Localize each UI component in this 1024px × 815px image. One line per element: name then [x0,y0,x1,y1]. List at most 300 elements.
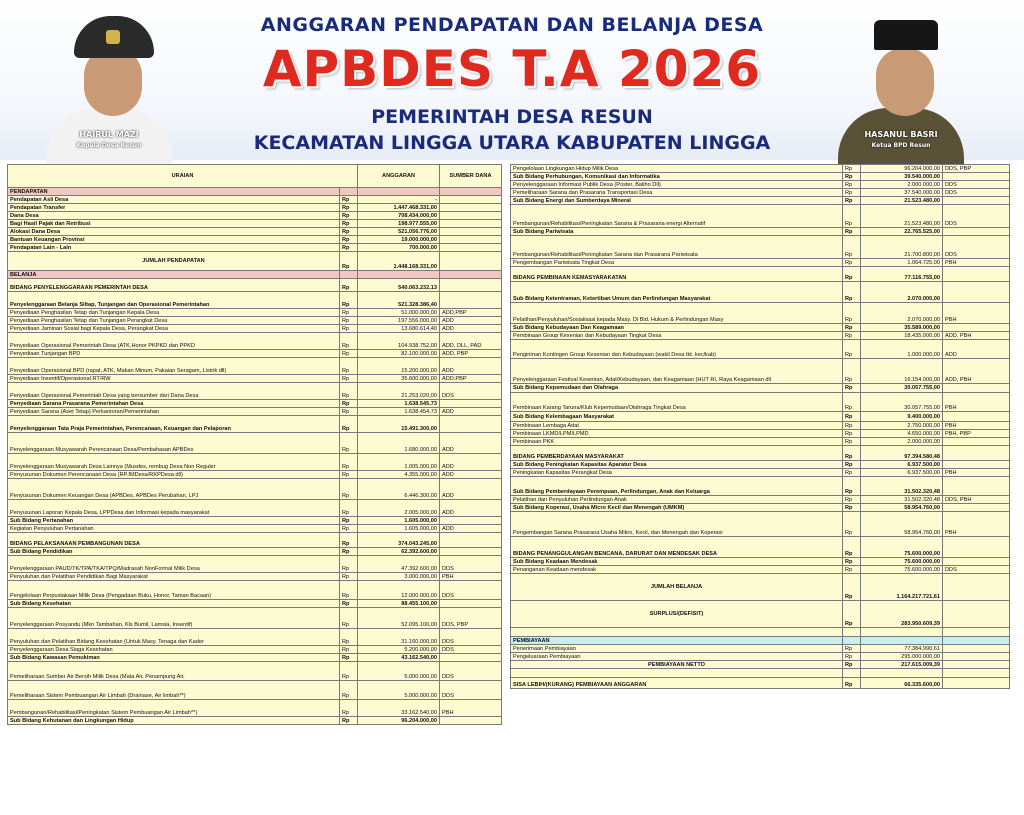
row-currency [340,188,358,196]
row-description: Sub Bidang Kelembagaan Masyarakat [511,412,843,422]
row-currency: Rp [843,678,861,689]
row-currency: Rp [843,438,861,446]
row-description: Pendapatan Lain - Lain [8,244,340,252]
row-amount: 6.937.500,00 [861,469,943,477]
row-currency: Rp [340,325,358,333]
row-amount: 5.200.000,00 [358,646,440,654]
row-description: Pemeliharaan Sistem Pembuangan Air Limbah (Drainase, Air limbah**) [8,681,340,700]
row-currency: Rp [843,359,861,384]
row-description: Penyelenggaraan Musyawarah Desa Lainnya (Musdes, rembug Desa Non Reguler [8,454,340,471]
row-fund-source [440,271,502,279]
row-currency: Rp [340,408,358,416]
row-description: Pengembangan Pariwisata Tingkat Desa [511,259,843,267]
table-row [8,517,502,525]
row-amount: - [358,196,440,204]
row-currency: Rp [340,416,358,433]
row-fund-source: ADD, PBH [943,359,1010,384]
row-amount: 22.765.525,00 [861,228,943,236]
row-amount: 77.384.990,61 [861,645,943,653]
row-fund-source [943,661,1010,669]
row-fund-source: ADD [440,500,502,517]
row-fund-source [440,292,502,309]
row-description: Penyuluhan dan Pelatihan Pendidikan Bagi Masyarakat [8,573,340,581]
row-description: Pengelolaan Perpustakaan Milik Desa (Pengadaan Buku, Honor, Taman Bacaan) [8,581,340,600]
row-currency: Rp [340,600,358,608]
row-description: Penyusunan Dokumen Keuangan Desa (APBDes, APBDes Perubahan, LPJ [8,479,340,500]
row-description: Pendapatan Transfer [8,204,340,212]
table-row [8,220,502,228]
row-fund-source [440,416,502,433]
row-currency: Rp [340,400,358,408]
row-amount: 33.162.540,00 [358,700,440,717]
row-fund-source [440,279,502,292]
table-row [511,259,1010,267]
table-row [8,350,502,358]
table-row [8,581,502,600]
table-row [511,412,1010,422]
row-description: Dana Desa [8,212,340,220]
row-currency: Rp [843,282,861,303]
row-fund-source: DDS, PBH [943,496,1010,504]
table-row [511,446,1010,461]
row-amount: 1.064.725,00 [861,259,943,267]
row-amount: 37.540.000,00 [861,189,943,197]
table-row [8,471,502,479]
budget-table-left [7,164,502,725]
row-amount: 97.394.580,48 [861,446,943,461]
row-fund-source: PBH [440,700,502,717]
row-currency: Rp [843,189,861,197]
row-currency: Rp [340,646,358,654]
row-amount: 3.000.000,00 [358,573,440,581]
row-description: BIDANG PELAKSANAAN PEMBANGUNAN DESA [8,533,340,548]
table-row [8,271,502,279]
table-row [8,236,502,244]
table-row [8,383,502,400]
row-currency: Rp [340,292,358,309]
row-fund-source: DDS [943,236,1010,259]
row-amount: 47.392.600,00 [358,556,440,573]
row-description: Sub Bidang Kawasan Pemukiman [8,654,340,662]
row-fund-source [943,324,1010,332]
row-amount: 198.977.555,00 [358,220,440,228]
table-row [511,537,1010,558]
row-currency: Rp [843,228,861,236]
row-fund-source: ADD [440,454,502,471]
table-row [8,212,502,220]
table-row [8,400,502,408]
face-shape [876,48,934,116]
table-row [8,500,502,517]
row-currency: Rp [843,512,861,537]
row-description: Penyelenggaraan Desa Siaga Kesehatan [8,646,340,654]
row-currency: Rp [843,236,861,259]
row-description: JUMLAH PENDAPATAN [8,252,340,271]
row-amount: 21.700.800,00 [861,236,943,259]
row-currency: Rp [340,252,358,271]
header-uraian: URAIAN [8,165,358,188]
row-amount: 58.954.760,00 [861,512,943,537]
row-fund-source: DDS [440,662,502,681]
row-amount: 35.589.000,00 [861,324,943,332]
row-description: Penyelenggaraan Festival Kesenian, Adat/Kebudayaan, dan Keagamaan (HUT RI, Raya Keagamaan dll [511,359,843,384]
row-fund-source: PBH [943,422,1010,430]
table-row [511,228,1010,236]
row-description: PEMBIAYAAN [511,637,843,645]
row-currency: Rp [340,309,358,317]
row-amount: 18.435.000,00 [861,332,943,340]
row-description: Penyediaan Penghasilan Tetap dan Tunjangan Perangkat Desa [8,317,340,325]
row-fund-source [440,228,502,236]
row-fund-source [943,282,1010,303]
row-currency: Rp [340,517,358,525]
row-amount: 1.164.217.721,61 [861,574,943,601]
header-anggaran: ANGGARAN [358,165,440,188]
row-description: Pembangunan/Rehabilitasi/Peningkatan Sarana dan Prasarana Pariwisata [511,236,843,259]
table-row [8,654,502,662]
row-fund-source [943,384,1010,393]
row-description: JUMLAH BELANJA [511,574,843,601]
row-fund-source: PBH [440,573,502,581]
row-currency: Rp [340,350,358,358]
row-currency: Rp [843,574,861,601]
peci-cap-icon [874,20,938,50]
row-currency: Rp [843,446,861,461]
row-currency: Rp [340,375,358,383]
row-description: BIDANG PENANGGULANGAN BENCANA, DARURAT DAN MENDESAK DESA [511,537,843,558]
table-row [511,438,1010,446]
row-fund-source [943,446,1010,461]
row-amount: 75.600.000,00 [861,566,943,574]
face-shape [84,48,142,116]
row-fund-source [440,244,502,252]
row-description: BIDANG PEMBINAAN KEMASYARAKATAN [511,267,843,282]
row-fund-source: DDS [943,205,1010,228]
row-description: Pembinaan Group Kesenian dan Kebudayaan Tingkat Desa [511,332,843,340]
table-row [511,512,1010,537]
row-amount: 1.448.168.331,00 [358,252,440,271]
row-currency: Rp [843,601,861,628]
row-description: Pemeliharaan Sarana dan Prasarana Transportasi Desa [511,189,843,197]
row-fund-source: PBH, PBP [943,430,1010,438]
row-currency: Rp [843,645,861,653]
row-fund-source [943,637,1010,645]
budget-table-right [510,164,1010,689]
row-amount: 1.000.000,00 [861,340,943,359]
row-description: Penyelenggaraan Musyawarah Perencanaan Desa/Pembahasan APBDes [8,433,340,454]
table-row [8,548,502,556]
row-fund-source [943,267,1010,282]
table-row [511,477,1010,496]
table-row [8,309,502,317]
table-header-row [8,165,502,188]
row-amount: 5.000.000,00 [358,681,440,700]
row-amount: 96.204.000,00 [861,165,943,173]
row-description: Penyelenggaraan Belanja Siltap, Tunjangan dan Operasional Pemerintahan [8,292,340,309]
row-currency: Rp [340,500,358,517]
row-description: Bagi Hasil Pajak dan Retribusi [8,220,340,228]
row-fund-source: DDS, PBP [943,165,1010,173]
row-fund-source [943,504,1010,512]
row-amount: 1.005.000,00 [358,454,440,471]
table-row [511,165,1010,173]
table-row [511,282,1010,303]
table-row [8,556,502,573]
portrait-name-left: HAIRUL MAZI [79,130,139,139]
table-row [8,717,502,725]
row-description: Penanganan Keadaan mendesak [511,566,843,574]
table-row [511,340,1010,359]
row-amount: 62.392.600,00 [358,548,440,556]
row-currency: Rp [843,469,861,477]
table-row [8,358,502,375]
row-description: Sub Bidang Kepemudaan dan Olahraga [511,384,843,393]
row-description: Penyusunan Laporan Kepala Desa, LPPDesa dan Informasi kepada masyarakat [8,500,340,517]
row-description: Penyediaan Sarana (Aset Tetap) Perkantoran/Pemerintahan [8,408,340,416]
table-row [8,681,502,700]
row-amount: 13.680.614,40 [358,325,440,333]
row-fund-source: ADD, PBP [440,350,502,358]
row-amount [358,188,440,196]
row-description: Penyediaan Insentif/Operasional RT/RW [8,375,340,383]
row-description: Sub Bidang Pemberdayaan Perempuan, Perlindungan, Anak dan Keluarga [511,477,843,496]
row-currency [843,669,861,678]
row-description: Penyuluhan dan Pelatihan Bidang Kesehatan (Untuk Masy, Tenaga dan Kader [8,629,340,646]
row-currency [340,271,358,279]
row-amount: 1.605.000,00 [358,517,440,525]
table-row [8,479,502,500]
row-fund-source [440,517,502,525]
row-description: Penyediaan Jaminan Sosial bagi Kepala Desa, Perangkat Desa [8,325,340,333]
row-description: Sub Bidang Perhubungan, Komunikasi dan Informatika [511,173,843,181]
row-description: Pengeluaraan Pembiayaan [511,653,843,661]
table-row [8,408,502,416]
header-subtitle-village: PEMERINTAH DESA RESUN [371,106,653,128]
row-amount: 31.160.000,00 [358,629,440,646]
row-currency: Rp [340,358,358,375]
row-amount: 1.605.000,00 [358,525,440,533]
row-amount: 35.600.000,00 [358,375,440,383]
row-currency: Rp [340,220,358,228]
row-currency: Rp [843,477,861,496]
table-row [511,173,1010,181]
row-description: Pembinaan Karang Taruna/Klub Kepemudaan/Olahraga Tingkat Desa [511,393,843,412]
row-fund-source [943,461,1010,469]
row-description: Pengelolaan Lingkungan Hidup Milik Desa [511,165,843,173]
row-fund-source: ADD,PBP [440,375,502,383]
row-currency: Rp [843,267,861,282]
table-row [511,393,1010,412]
row-description: Penyelenggaraan Posyandu (Mkn Tambahan, Kls Bumil, Lamsia, Insentif) [8,608,340,629]
row-description [511,628,843,637]
row-description: Alokasi Dana Desa [8,228,340,236]
row-description: Sub Bidang Kesehatan [8,600,340,608]
row-fund-source: ADD, PBH [943,332,1010,340]
row-amount: 295.000.000,00 [861,653,943,661]
row-amount: 104.938.752,00 [358,333,440,350]
row-fund-source: DDS [440,646,502,654]
row-amount: 30.057.755,00 [861,384,943,393]
row-amount: 700.000,00 [358,244,440,252]
row-description: PEMBIAYAAN NETTO [511,661,843,669]
row-currency: Rp [340,662,358,681]
row-currency: Rp [843,558,861,566]
row-fund-source [440,548,502,556]
row-description: Pendapatan Asli Desa [8,196,340,204]
table-row [511,384,1010,393]
row-amount [358,271,440,279]
row-currency: Rp [843,259,861,267]
row-fund-source: DDS [440,383,502,400]
row-fund-source: PBH [943,512,1010,537]
row-fund-source: PBH [943,259,1010,267]
row-amount: 51.000.000,00 [358,309,440,317]
row-description: Pengembangan Sarana Prasarana Usaha Mikro, Kecil, dan Menengah dan Koperasi [511,512,843,537]
row-fund-source: ADD [440,317,502,325]
table-row [511,189,1010,197]
row-currency: Rp [843,537,861,558]
row-fund-source: DDS [440,556,502,573]
row-description: Sub Bidang Pendidikan [8,548,340,556]
table-row [8,188,502,196]
row-currency: Rp [340,279,358,292]
row-fund-source [943,438,1010,446]
row-amount: 4.355.000,00 [358,471,440,479]
row-currency: Rp [843,566,861,574]
row-currency: Rp [843,393,861,412]
row-fund-source: DDS [943,189,1010,197]
table-row [8,600,502,608]
table-row [511,469,1010,477]
row-description: Pelatihan/Penyuluhan/Sosialisasi kepada Masy. Di Bid. Hukum & Perlindungan Masy [511,303,843,324]
row-fund-source: ADD [440,479,502,500]
row-fund-source: DDS [943,181,1010,189]
row-description: PENDAPATAN [8,188,340,196]
row-description: Pengiriman Kontingen Group Kesenian dan Kebudayaan (wakil Desa tkt. kec/kab) [511,340,843,359]
row-fund-source [440,252,502,271]
table-row [8,573,502,581]
row-description: Pembinaan Lembaga Adat [511,422,843,430]
row-currency: Rp [340,573,358,581]
row-fund-source [440,188,502,196]
row-currency: Rp [843,303,861,324]
portrait-title-right: Ketua BPD Resun [871,142,931,149]
row-currency: Rp [843,165,861,173]
cap-badge-icon [106,30,120,44]
row-currency: Rp [843,197,861,205]
row-description: Penyediaan Penghasilan Tetap dan Tunjangan Kepala Desa [8,309,340,317]
row-currency: Rp [843,181,861,189]
row-amount: 39.540.000,00 [861,173,943,181]
row-fund-source: ADD [440,471,502,479]
row-fund-source [440,533,502,548]
row-description: Sub Bidang Ketentraman, Ketertiban Umum dan Perlindungan Masyarakat [511,282,843,303]
row-amount: 2.750.000,00 [861,422,943,430]
row-description: Pembangunan/Rehabilitasi/Peningkatan Sistem Pembuangan Air Limbah**) [8,700,340,717]
row-currency: Rp [843,384,861,393]
row-fund-source: DDS [943,566,1010,574]
table-row [8,279,502,292]
table-row [8,196,502,204]
row-fund-source [440,717,502,725]
row-amount: 6.937.500,00 [861,461,943,469]
portrait-title-left: Kepala Desa Resun [76,142,142,149]
row-fund-source [440,236,502,244]
row-description: Sub Bidang Kehutanan dan Lingkungan Hidup [8,717,340,725]
row-description: Pembinaan LKMD/LPM/LPMD [511,430,843,438]
row-currency: Rp [340,717,358,725]
row-currency: Rp [843,422,861,430]
table-row [511,637,1010,645]
row-amount: 31.502.320,48 [861,477,943,496]
row-fund-source [440,654,502,662]
row-currency: Rp [340,533,358,548]
row-fund-source [943,574,1010,601]
row-fund-source: ADD [440,358,502,375]
row-currency: Rp [843,461,861,469]
row-fund-source [943,628,1010,637]
row-currency: Rp [340,681,358,700]
row-fund-source [943,669,1010,678]
row-amount: 521.328.386,40 [358,292,440,309]
row-amount: 31.502.320,48 [861,496,943,504]
row-amount: 2.070.000,00 [861,282,943,303]
table-row [8,325,502,333]
table-row [8,416,502,433]
row-amount: 77.116.755,00 [861,267,943,282]
row-currency: Rp [340,317,358,325]
header-top-title: ANGGARAN PENDAPATAN DAN BELANJA DESA [260,14,764,36]
row-fund-source: DDS [440,581,502,600]
table-row [8,204,502,212]
table-row [8,454,502,471]
row-amount: 2.000.000,00 [861,181,943,189]
row-description: Sub Bidang Keadaan Mendesak [511,558,843,566]
table-row [8,608,502,629]
row-amount: 708.434.000,00 [358,212,440,220]
table-row [511,324,1010,332]
table-row [511,197,1010,205]
table-row [8,433,502,454]
table-row [8,629,502,646]
row-fund-source [943,197,1010,205]
table-row [511,669,1010,678]
row-currency: Rp [340,548,358,556]
row-amount: 6.446.300,00 [358,479,440,500]
table-row [511,678,1010,689]
row-description: Pelatihan dan Penyuluhan Perlindungan Anak [511,496,843,504]
table-row [511,601,1010,628]
row-amount: 21.523.480,00 [861,205,943,228]
row-currency: Rp [843,661,861,669]
table-row [511,303,1010,324]
row-description: Penerimaan Pembiayaan [511,645,843,653]
row-amount [861,637,943,645]
header-main-title: APBDES T.A 2026 [262,40,762,98]
row-currency: Rp [340,433,358,454]
row-currency: Rp [340,244,358,252]
row-fund-source: PBH [943,393,1010,412]
table-row [8,228,502,236]
table-row [511,574,1010,601]
row-amount: 30.057.755,00 [861,393,943,412]
table-row [511,661,1010,669]
row-amount: 88.455.100,00 [358,600,440,608]
row-description: BELANJA [8,271,340,279]
row-amount: 15.200.000,00 [358,358,440,375]
row-currency: Rp [340,204,358,212]
row-fund-source [440,212,502,220]
